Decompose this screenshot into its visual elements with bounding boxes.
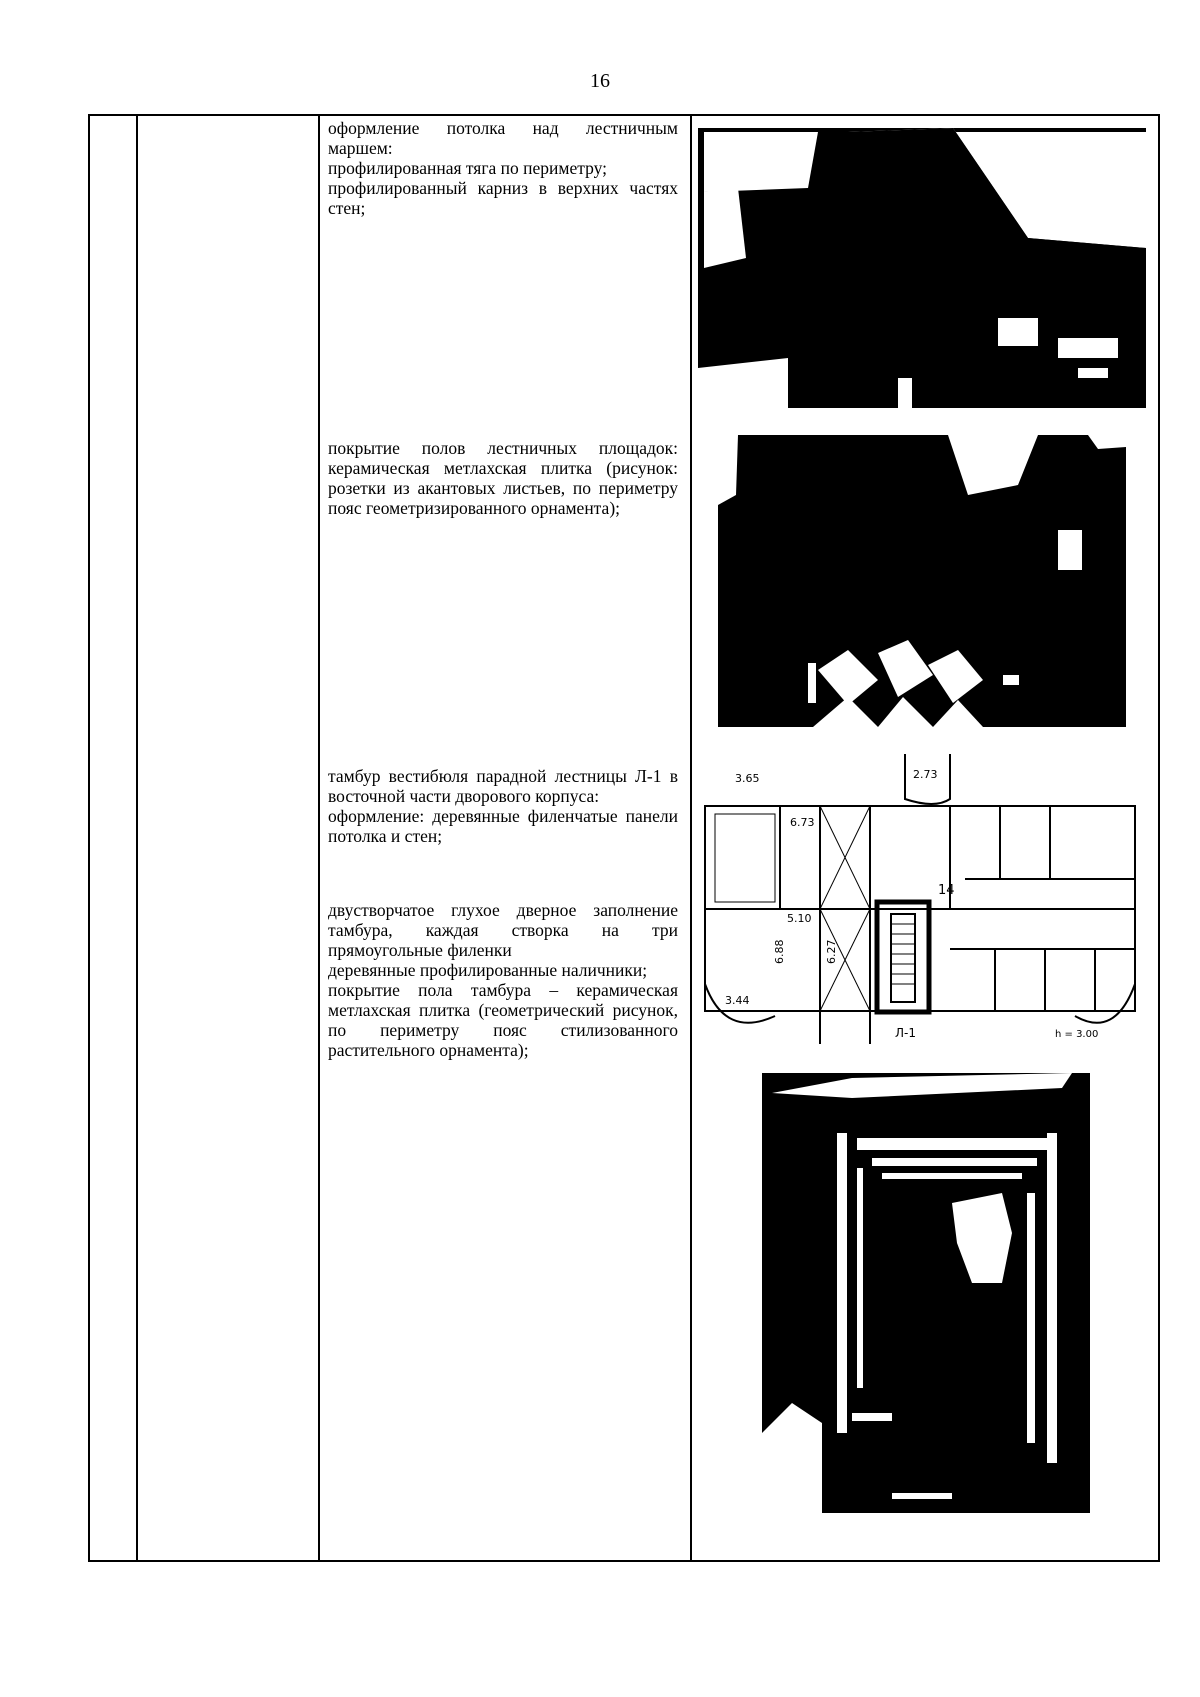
- column-divider-2: [318, 116, 320, 1560]
- paragraph: покрытие полов лестничных площадок: керамическая метлахская плитка (рисунок: розетки из акантовых листьев, по периметру пояс геометризированного орнамента);: [328, 438, 678, 518]
- paragraph: оформление: деревянные филенчатые панели потолка и стен;: [328, 806, 678, 846]
- column-divider-1: [136, 116, 138, 1560]
- paragraph: двустворчатое глухое дверное заполнение тамбура, каждая створка на три прямоугольные филенки: [328, 900, 678, 960]
- floor-plan: [695, 754, 1145, 1044]
- plan-dim: 3.44: [725, 994, 750, 1007]
- description-block-3: [328, 766, 678, 846]
- paragraph: тамбур вестибюля парадной лестницы Л-1 в восточной части дворового корпуса:: [328, 766, 678, 806]
- description-block-4: [328, 900, 678, 1060]
- description-block-2: [328, 438, 678, 518]
- plan-height-note: h = 3.00: [1055, 1029, 1099, 1040]
- stair-ceiling-photo: [698, 128, 1146, 408]
- paragraph: профилированный карниз в верхних частях стен;: [328, 178, 678, 218]
- landing-floor-photo: [718, 435, 1126, 727]
- vestibule-photo: [762, 1073, 1090, 1513]
- paragraph: оформление потолка над лестничным маршем:: [328, 118, 678, 158]
- paragraph: покрытие пола тамбура – керамическая метлахская плитка (геометрический рисунок, по периметру пояс стилизованного растительного орнамента);: [328, 980, 678, 1060]
- plan-dim: 6.88: [773, 939, 786, 964]
- column-divider-3: [690, 116, 692, 1560]
- description-block-1: [328, 118, 678, 218]
- plan-dim: 6.73: [790, 816, 815, 829]
- paragraph: деревянные профилированные наличники;: [328, 960, 648, 980]
- paragraph: профилированная тяга по периметру;: [328, 158, 608, 178]
- plan-room-number: 14: [938, 883, 955, 898]
- page-number: 16: [590, 70, 610, 92]
- plan-dim: 2.73: [913, 768, 938, 781]
- plan-dim: 5.10: [787, 912, 812, 925]
- plan-stair-label: Л-1: [895, 1026, 916, 1040]
- plan-dim: 3.65: [735, 772, 760, 785]
- plan-dim: 6.27: [825, 939, 838, 964]
